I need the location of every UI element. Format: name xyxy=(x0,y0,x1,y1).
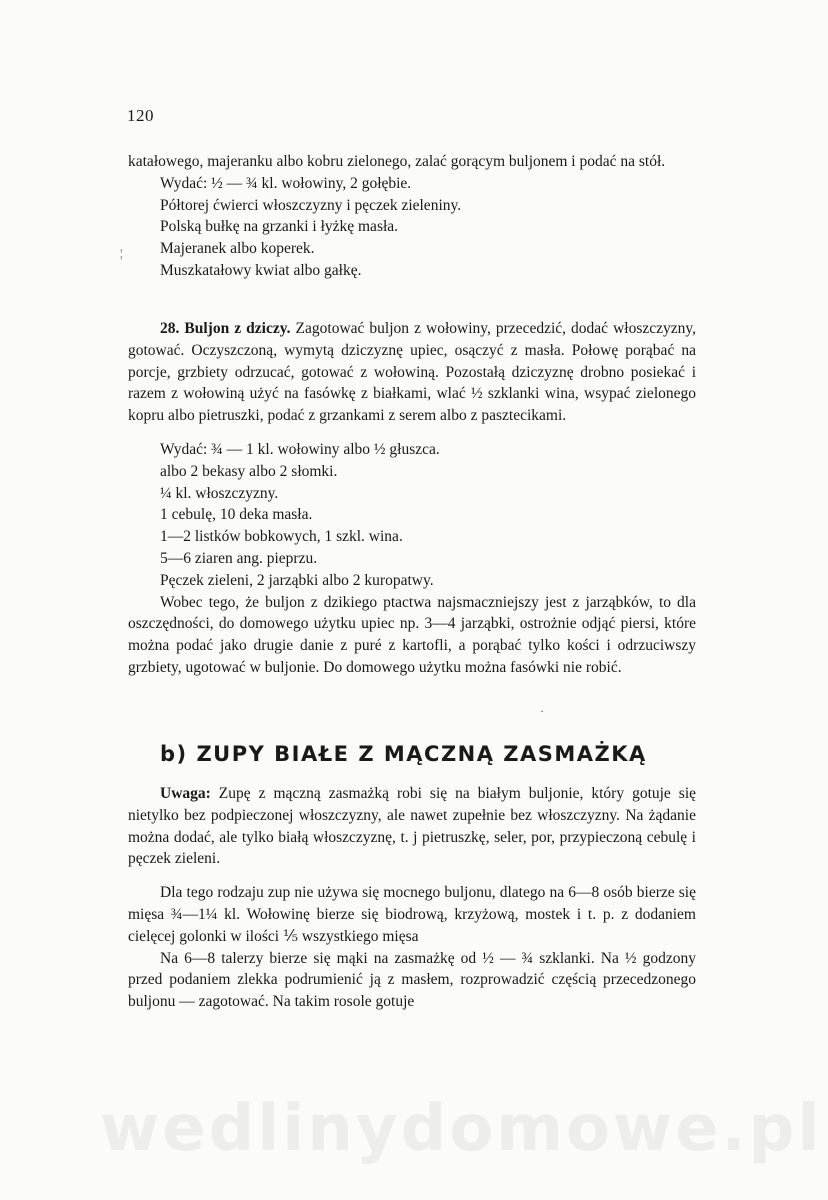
margin-mark: · xyxy=(540,704,544,718)
section-body xyxy=(128,783,696,1013)
margin-mark: ¦ xyxy=(120,246,123,260)
recipe-28 xyxy=(128,318,696,679)
intro-text: katałowego, majeranku albo kobru zielonego, zalać gorącym buljonem i podać na stół. xyxy=(128,153,666,170)
recipe-28-ingredient-list xyxy=(128,439,696,592)
list-item: albo 2 bekasy albo 2 słomki. xyxy=(160,462,338,480)
list-item: Wydać: ¾ — 1 kl. wołowiny albo ½ głuszca. xyxy=(160,440,440,458)
uwaga-paragraph xyxy=(128,783,696,870)
uwaga-text: Zupę z mączną zasmażką robi się na białym buljonie, który gotuje się nietylko bez podpieczonej włoszczyzny, ale nawet zupełnie bez włoszczyzny. Na żądanie można dodać, ale tylko białą włoszczyznę, t. j pietruszkę, seler, por, przypieczoną cebulę i pęczek zieleni. xyxy=(128,785,697,868)
list-item: 5—6 ziaren ang. pieprzu. xyxy=(160,549,318,567)
page-number: 120 xyxy=(127,106,154,125)
list-item: ¼ kl. włoszczyzny. xyxy=(160,484,279,502)
list-item: 1—2 listków bobkowych, 1 szkl. wina. xyxy=(160,528,403,546)
list-item: Polską bułkę na grzanki i łyżkę masła. xyxy=(160,218,399,236)
list-item: Półtorej ćwierci włoszczyzny i pęczek zieleniny. xyxy=(160,196,462,214)
list-item: Wydać: ½ — ¾ kl. wołowiny, 2 gołębie. xyxy=(160,174,412,192)
intro-block xyxy=(128,151,696,282)
recipe-28-text: Zagotować buljon z wołowiny, przecedzić, dodać włoszczyzny, gotować. Oczyszczoną, wymytą dziczyznę upiec, osączyć z masła. Połowę porąbać na porcje, grzbiety odrzucać, gotować z wołowiną. Pozostałą dziczyznę drobno posiekać i razem z wołowiną użyć na fasówkę z białkami, wlać ½ szklanki wina, wsypać zielonego kopru albo pietruszki, podać z grzankami z serem albo z pasztecikami. xyxy=(128,320,697,425)
section-heading: b) ZUPY BIAŁE Z MĄCZNĄ ZASMAŻKĄ xyxy=(160,742,647,766)
paragraph: Dla tego rodzaju zup nie używa się mocnego buljonu, dlatego na 6—8 osób bierze się mięsa ¾—1¼ kl. Wołowinę bierze się biodrową, krzyżową, mostek i t. p. z dodaniem cielęcej golonki w ilości ⅕ wszystkiego mięsa xyxy=(128,884,696,945)
list-item: 1 cebulę, 10 deka masła. xyxy=(160,506,313,524)
paragraph: Na 6—8 talerzy bierze się mąki na zasmażkę od ½ — ¾ szklanki. Na ½ godzony przed podaniem zlekka podrumienić ją z masłem, rozprowadzić częścią przecedzonego buljonu — zagotować. Na takim rosole gotuje xyxy=(128,949,696,1011)
list-item: Muszkatałowy kwiat albo gałkę. xyxy=(160,261,362,279)
recipe-28-note: Wobec tego, że buljon z dzikiego ptactwa najsmaczniejszy jest z jarząbków, to dla oszczędności, do domowego użytku upiec np. 3—4 jarząbki, ostrożnie odjąć piersi, które można podać jako drugie danie z puré z kartofli, a porąbać tylko kości i odrzuciwszy grzbiety, ugotować w buljonie. Do domowego użytku można fasówki nie robić. xyxy=(128,593,696,676)
list-item: Majeranek albo koperek. xyxy=(160,240,315,258)
recipe-28-body xyxy=(128,318,696,427)
intro-ingredient-list xyxy=(128,173,696,282)
recipe-28-title: 28. Buljon z dziczy. xyxy=(160,320,291,337)
uwaga-label: Uwaga: xyxy=(160,785,211,802)
watermark: wedlinydomowe.pl xyxy=(100,1092,823,1166)
list-item: Pęczek zieleni, 2 jarząbki albo 2 kuropatwy. xyxy=(160,571,434,589)
